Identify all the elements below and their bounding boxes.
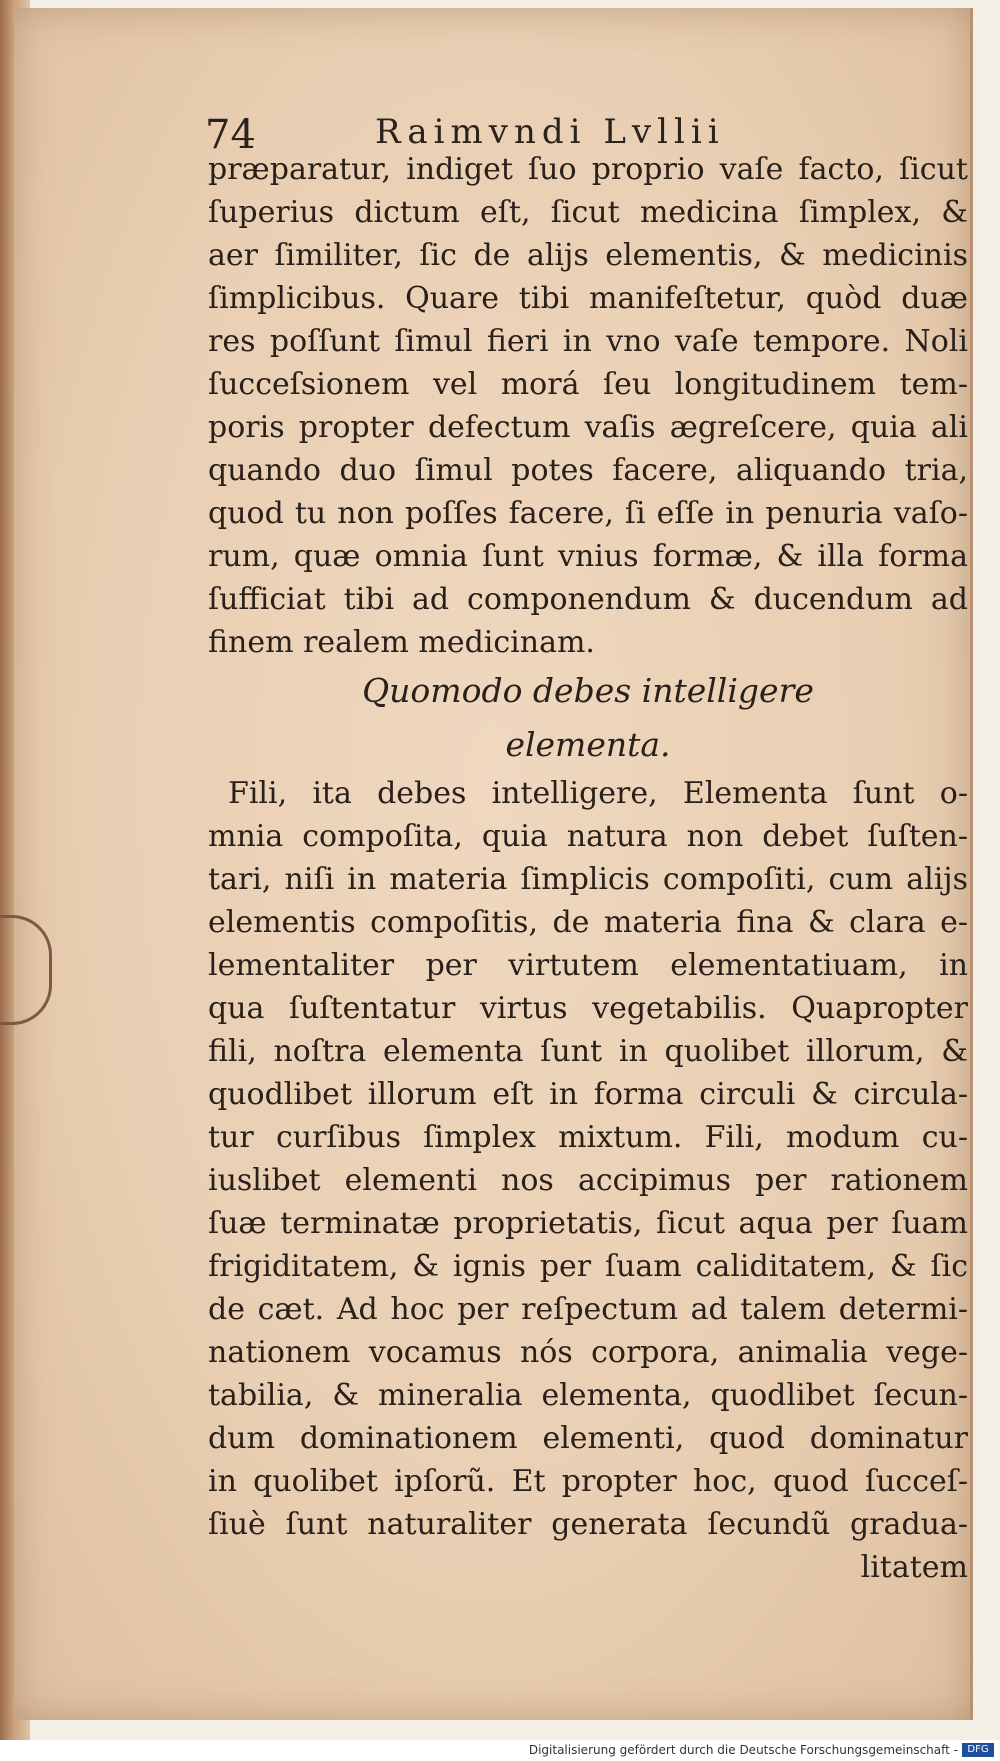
text-line: finem realem medicinam. bbox=[208, 625, 595, 660]
text-line: fili, noſtra elementa ſunt in quolibet illorum, & bbox=[208, 1034, 968, 1069]
text-line: ſufficiat tibi ad componendum & ducendum ad bbox=[208, 582, 968, 617]
text-line: ſucceſsionem vel morá ſeu longitudinem tem- bbox=[208, 367, 968, 402]
text-line: aer ſimiliter, ſic de alijs elementis, & medicinis bbox=[208, 238, 968, 273]
catchword: litatem bbox=[860, 1550, 968, 1585]
text-line: ſiuè ſunt naturaliter generata ſecundũ gradua- bbox=[208, 1507, 968, 1542]
text-line: Fili, ita debes intelligere, Elementa ſunt o- bbox=[228, 776, 968, 811]
text-line: rum, quæ omnia ſunt vnius formæ, & illa forma bbox=[208, 539, 968, 574]
text-block bbox=[208, 148, 968, 1589]
page-clip bbox=[0, 915, 52, 1025]
text-line: ſuæ terminatæ proprietatis, ſicut aqua per ſuam bbox=[208, 1206, 968, 1241]
text-line: quod tu non poſſes facere, ſi eſſe in penuria vaſo- bbox=[208, 496, 968, 531]
running-head: Raimvndi Lvllii bbox=[375, 112, 725, 152]
section-heading-line-1: Quomodo debes intelligere bbox=[362, 671, 814, 710]
text-line: dum dominationem elementi, quod dominatur bbox=[208, 1421, 968, 1456]
text-line: nationem vocamus nós corpora, animalia vege- bbox=[208, 1335, 968, 1370]
digitization-footer bbox=[0, 1740, 1000, 1761]
text-line: quodlibet illorum eſt in forma circuli & circula- bbox=[208, 1077, 968, 1112]
page-header bbox=[205, 112, 965, 158]
text-line: ſuperius dictum eſt, ſicut medicina ſimplex, & bbox=[208, 195, 968, 230]
text-line: tur curſibus ſimplex mixtum. Fili, modum cu- bbox=[208, 1120, 968, 1155]
footer-credit: Digitalisierung gefördert durch die Deutsche Forschungsgemeinschaft - bbox=[528, 1743, 958, 1757]
text-line: qua ſuſtentatur virtus vegetabilis. Quapropter bbox=[208, 991, 968, 1026]
dfg-logo: DFG bbox=[962, 1743, 994, 1757]
text-line: tari, niſi in materia ſimplicis compoſiti, cum alijs bbox=[208, 862, 968, 897]
text-line: frigiditatem, & ignis per ſuam caliditatem, & ſic bbox=[208, 1249, 968, 1284]
text-line: tabilia, & mineralia elementa, quodlibet ſecun- bbox=[208, 1378, 968, 1413]
text-line: mnia compoſita, quia natura non debet ſuſten- bbox=[208, 819, 968, 854]
page-number: 74 bbox=[205, 112, 256, 158]
section-heading-line-2: elementa. bbox=[505, 725, 671, 764]
text-line: ſimplicibus. Quare tibi manifeſtetur, quòd duæ bbox=[208, 281, 968, 316]
text-line: iuslibet elementi nos accipimus per rationem bbox=[208, 1163, 968, 1198]
text-line: poris propter defectum vaſis ægreſcere, quia ali bbox=[208, 410, 968, 445]
text-line: præparatur, indiget ſuo proprio vaſe facto, ſicut bbox=[208, 152, 968, 187]
text-line: quando duo ſimul potes facere, aliquando tria, bbox=[208, 453, 968, 488]
text-line: lementaliter per virtutem elementatiuam, in bbox=[208, 948, 968, 983]
text-line: elementis compoſitis, de materia fina & clara e- bbox=[208, 905, 968, 940]
text-line: res poſſunt ſimul fieri in vno vaſe tempore. Noli bbox=[208, 324, 968, 359]
text-line: in quolibet ipſorũ. Et propter hoc, quod ſucceſ- bbox=[208, 1464, 968, 1499]
text-line: de cæt. Ad hoc per reſpectum ad talem determi- bbox=[208, 1292, 968, 1327]
